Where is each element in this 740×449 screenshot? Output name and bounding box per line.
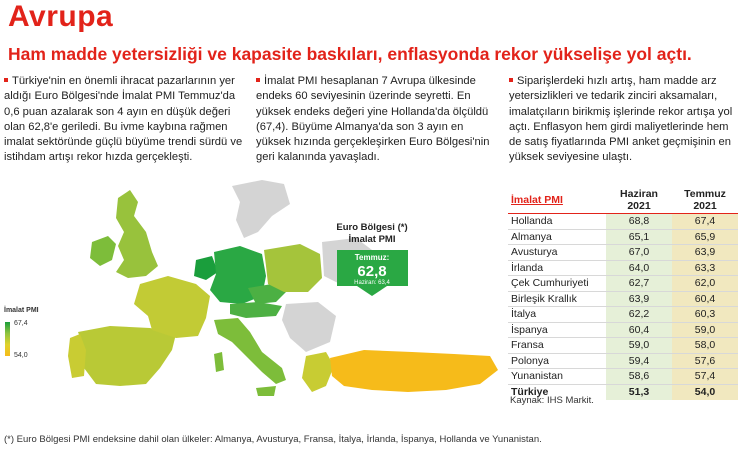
table-cell-july: 63,9 <box>672 245 738 261</box>
eurozone-prev: Haziran: 63,4 <box>354 280 390 286</box>
bullet-icon <box>509 78 513 82</box>
table-cell-june: 51,3 <box>606 384 672 400</box>
table-row <box>508 291 738 307</box>
table-cell-country: Birleşik Krallık <box>508 291 606 307</box>
europe-map <box>0 180 505 408</box>
table-cell-june: 65,1 <box>606 229 672 245</box>
table-cell-july: 54,0 <box>672 384 738 400</box>
table-cell-july: 65,9 <box>672 229 738 245</box>
table-cell-june: 62,7 <box>606 276 672 292</box>
legend-title: İmalat PMI <box>4 307 39 314</box>
table-row <box>508 353 738 369</box>
table-cell-country: Türkiye <box>508 384 606 400</box>
map-turkey <box>330 350 498 392</box>
table-header-july: Temmuz 2021 <box>672 187 738 214</box>
page-title: Avrupa <box>8 0 114 33</box>
table-row <box>508 338 738 354</box>
table-row <box>508 322 738 338</box>
text-column-3 <box>509 74 737 166</box>
column-text: Türkiye'nin en önemli ihracat pazarlarının yer aldığı Euro Bölgesi'nde İmalat PMI Temmuz'da 0,6 puan azalarak son 4 ayın en düşük değeri olan 62,8'e geriledi. Bu ivme kaybına rağmen imalat sektöründe güçlü büyüme trendi sürdü ve istihdam artışı rekor hızda gerçekleşti. <box>4 75 243 164</box>
text-column-1 <box>4 74 244 166</box>
table-row <box>508 214 738 230</box>
map-italy <box>214 318 286 384</box>
table-cell-country: İtalya <box>508 307 606 323</box>
table-cell-country: Fransa <box>508 338 606 354</box>
table-header-country: İmalat PMI <box>508 187 606 214</box>
table-cell-country: Avusturya <box>508 245 606 261</box>
table-row <box>508 307 738 323</box>
table-cell-june: 67,0 <box>606 245 672 261</box>
table-row <box>508 276 738 292</box>
table-cell-july: 58,0 <box>672 338 738 354</box>
table-row <box>508 245 738 261</box>
table-cell-july: 59,0 <box>672 322 738 338</box>
table-row <box>508 260 738 276</box>
column-text: İmalat PMI hesaplanan 7 Avrupa ülkesinde endeks 60 seviyesinin üzerinde seyretti. En yüksek endeks değeri yine Hollanda'da ölçüldü (67,4). Büyüme Almanya'da son 3 ayın en yüksek hızında gerçekleşirken Euro Bölgesi'nin geri kalanında yavaşladı. <box>256 75 490 164</box>
table-cell-july: 60,4 <box>672 291 738 307</box>
table-cell-june: 63,9 <box>606 291 672 307</box>
eurozone-callout <box>337 250 408 296</box>
eurozone-callout-arrow <box>357 286 387 296</box>
table-cell-country: İspanya <box>508 322 606 338</box>
table-header-row <box>508 187 738 214</box>
table-cell-country: Hollanda <box>508 214 606 230</box>
bullet-icon <box>4 78 8 82</box>
table-cell-country: İrlanda <box>508 260 606 276</box>
table-cell-country: Almanya <box>508 229 606 245</box>
table-cell-july: 63,3 <box>672 260 738 276</box>
legend-color-bar <box>5 322 10 356</box>
map-spain <box>78 326 176 386</box>
table-cell-july: 62,0 <box>672 276 738 292</box>
table-row <box>508 229 738 245</box>
table-cell-june: 62,2 <box>606 307 672 323</box>
table-header-june: Haziran 2021 <box>606 187 672 214</box>
map-netherlands <box>194 256 218 280</box>
map-balkans <box>282 302 336 352</box>
table-cell-july: 57,4 <box>672 369 738 385</box>
eurozone-month: Temmuz: <box>354 253 390 262</box>
text-column-2 <box>256 74 496 166</box>
map-poland <box>264 244 322 292</box>
table-body <box>508 214 738 400</box>
table-cell-country: Polonya <box>508 353 606 369</box>
table-cell-country: Yunanistan <box>508 369 606 385</box>
table-cell-june: 59,0 <box>606 338 672 354</box>
table-cell-country: Çek Cumhuriyeti <box>508 276 606 292</box>
map-austria <box>230 302 282 318</box>
page-subtitle: Ham madde yetersizliği ve kapasite baskıları, enflasyonda rekor yükselişe yol açtı. <box>8 44 692 64</box>
column-text: Siparişlerdeki hızlı artış, ham madde arz yetersizlikleri ve tedarik zinciri aksamaları, imalatçıların birikmiş işlerinde rekor artışa yol açtı. Enflasyon hem girdi maliyetlerinde hem de satış fiyatlarında PMI anket geçmişinin en yüksek seviyesine ulaştı. <box>509 75 733 164</box>
eurozone-label: Euro Bölgesi (*) İmalat PMI <box>336 222 408 245</box>
map-sardinia <box>214 352 224 372</box>
eurozone-value: 62,8 <box>357 263 387 280</box>
table-cell-july: 57,6 <box>672 353 738 369</box>
bullet-icon <box>256 78 260 82</box>
map-sicily <box>256 386 276 396</box>
pmi-table <box>508 187 738 400</box>
table-cell-july: 67,4 <box>672 214 738 230</box>
table-cell-june: 58,6 <box>606 369 672 385</box>
table-cell-june: 68,8 <box>606 214 672 230</box>
source-note: Kaynak: IHS Markit. <box>510 395 594 406</box>
map-greece <box>302 352 334 392</box>
legend-min: 54,0 <box>14 352 28 359</box>
map-ireland <box>90 236 116 266</box>
table-cell-july: 60,3 <box>672 307 738 323</box>
table-row <box>508 369 738 385</box>
map-united-kingdom <box>116 190 158 278</box>
legend-max: 67,4 <box>14 320 28 327</box>
map-scandinavia <box>232 180 290 238</box>
footnote: (*) Euro Bölgesi PMI endeksine dahil olan ülkeler: Almanya, Avusturya, Fransa, İtalya, İrlanda, İspanya, Hollanda ve Yunanistan. <box>4 434 542 445</box>
table-cell-june: 60,4 <box>606 322 672 338</box>
table-cell-june: 64,0 <box>606 260 672 276</box>
table-cell-june: 59,4 <box>606 353 672 369</box>
